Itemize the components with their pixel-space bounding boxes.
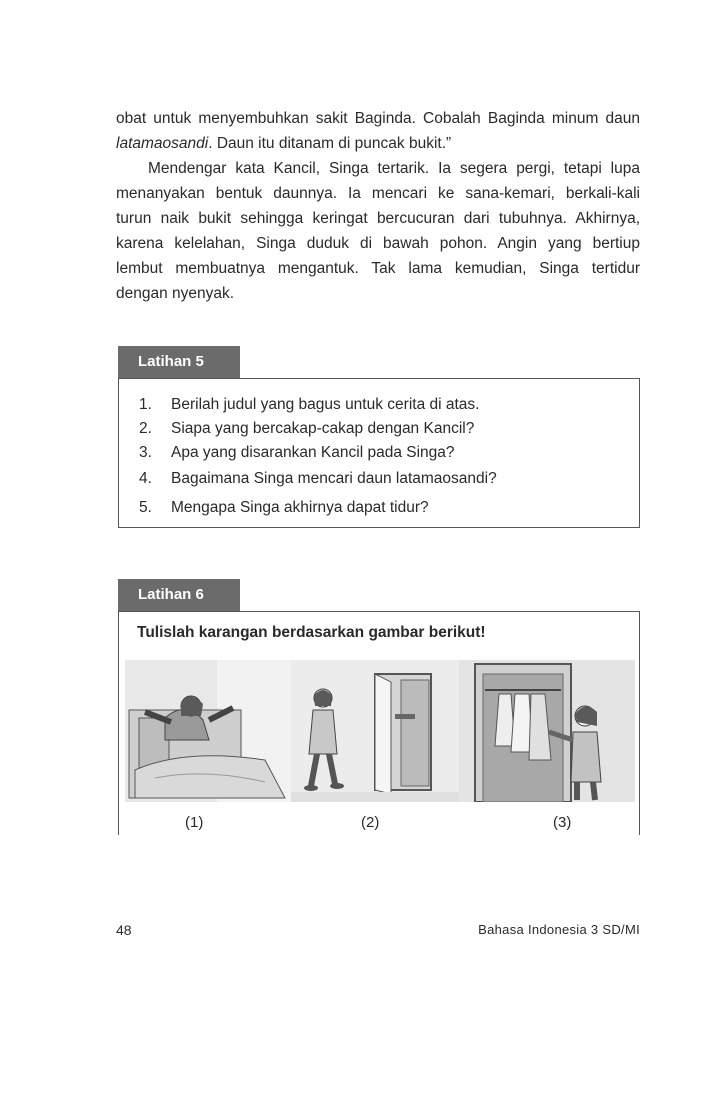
story-line-8: dengan nyenyak. — [116, 285, 235, 302]
story-line-2-rest: . Daun itu ditanam di puncak bukit.” — [208, 135, 452, 152]
story-text — [116, 106, 640, 306]
picture-girl-waking-up — [125, 660, 291, 802]
question-1: 1. Berilah judul yang bagus untuk cerita di atas. — [139, 396, 480, 413]
story-line-2 — [116, 131, 640, 156]
story-line-3: Mendengar kata Kancil, Singa tertarik. Ia segera pergi, tetapi lupa — [148, 160, 640, 177]
story-line-6: karena kelelahan, Singa duduk di bawah pohon. Angin yang bertiup — [116, 235, 640, 252]
italic-word: latamaosandi — [116, 135, 209, 152]
story-line-7: lembut membuatnya mengantuk. Tak lama kemudian, Singa tertidur — [116, 260, 640, 277]
latihan-6-tab: Latihan 6 — [118, 579, 240, 611]
caption-3: (3) — [553, 814, 572, 831]
story-line-1: obat untuk menyembuhkan sakit Baginda. Cobalah Baginda minum daun — [116, 110, 640, 127]
question-2: 2. Siapa yang bercakap-cakap dengan Kancil? — [139, 420, 475, 437]
latihan-6-instruction: Tulislah karangan berdasarkan gambar berikut! — [137, 624, 486, 641]
book-title: Bahasa Indonesia 3 SD/MI — [478, 922, 640, 937]
story-line-5: turun naik bukit sehingga keringat bercucuran dari tubuhnya. Akhirnya, — [116, 210, 640, 227]
question-4: 4. Bagaimana Singa mencari daun latamaosandi? — [139, 470, 497, 487]
story-line-4: menanyakan bentuk daunnya. Ia mencari ke sana-kemari, berkali-kali — [116, 185, 640, 202]
picture-girl-leaving-room — [291, 660, 459, 802]
page-number: 48 — [116, 922, 132, 938]
latihan-5-tab: Latihan 5 — [118, 346, 240, 378]
question-3: 3. Apa yang disarankan Kancil pada Singa? — [139, 444, 455, 461]
latihan-6-box — [118, 611, 640, 835]
caption-2: (2) — [361, 814, 380, 831]
caption-1: (1) — [185, 814, 204, 831]
question-5: 5. Mengapa Singa akhirnya dapat tidur? — [139, 499, 429, 516]
picture-girl-at-wardrobe — [459, 660, 635, 802]
latihan-5-box — [118, 378, 640, 528]
